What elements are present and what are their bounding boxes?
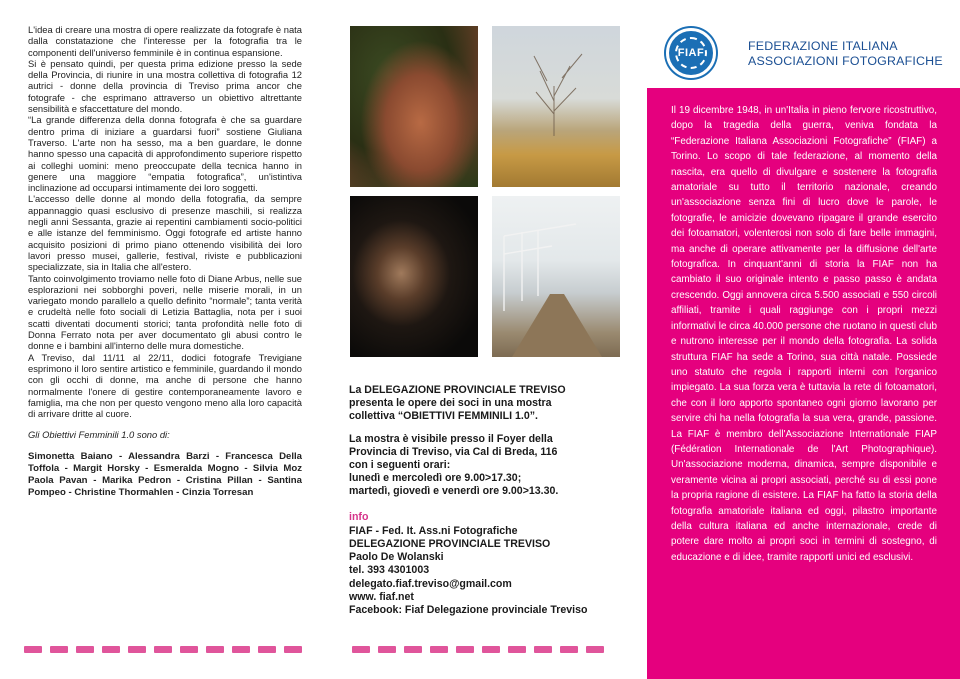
venue-line: La mostra è visibile presso il Foyer della	[349, 432, 553, 445]
photo-rock-texture	[350, 26, 478, 187]
photographers-paragraph: Tanto coinvolgimento troviamo nelle foto di Diane Arbus, nelle sue esplorazioni nei sobborghi poveri, nelle miserie morali, in un variegato mondo parallelo a quello definito “normale”; tanta verità e crudeltà nelle foto sociali di Letizia Battaglia, nota per i suoi scatti diventati documenti storici; tanta profondità nelle foto di Donna Ferrato nota per aver documentato gli abusi contro le donne e i bambini all'interno delle mura domestiche.	[28, 272, 302, 352]
left-text-column	[28, 24, 302, 500]
decorative-dots-middle	[352, 646, 604, 654]
venue-line: Provincia di Treviso, via Cal di Breda, 116	[349, 445, 558, 458]
credits-title: Gli Obiettivi Femminili 1.0 sono di:	[28, 429, 170, 441]
treviso-paragraph: A Treviso, dal 11/11 al 22/11, dodici fotografe Trevigiane esprimono il loro sentire artistico e femminile, guardando il mondo con gli occhi di donne, ma anche di persone che hanno normalmente l'onere di gestire contemporaneamente lavoro e famiglia, ma che non per questo vengono meno alla loro capacità di arrivare dritte al cuore.	[28, 351, 302, 420]
history-paragraph: L'accesso delle donne al mondo della fotografia, da sempre appannaggio quasi esclusivo di presenze maschili, si realizza negli anni Sessanta, grazie ai repentini cambiamenti socio-politici e alle istanze del femminismo. Oggi fotografe ed artiste hanno acquisito posizioni di primo piano ottenendo visibilità dei loro lavori presso musei, gallerie, festival, riviste e pubblicazioni specializzate, sia in Italia che all'estero.	[28, 193, 302, 273]
fiaf-org-name-line2: ASSOCIAZIONI FOTOGRAFICHE	[748, 54, 943, 68]
contact-delegation: DELEGAZIONE PROVINCIALE TREVISO	[349, 538, 551, 551]
fiaf-logo	[666, 28, 716, 78]
intro-paragraph: L'idea di creare una mostra di opere realizzate da fotografe è nata dalla constatazione che l'interesse per la fotografia tra le componenti dell'universo femminile è in continua espansione.	[28, 24, 302, 58]
info-label: info	[349, 510, 369, 523]
pier-icon	[492, 196, 620, 357]
hours-line: martedì, giovedì e venerdì ore 9.00>13.30.	[349, 485, 559, 498]
exhibition-info	[349, 384, 629, 617]
contact-org: FIAF - Fed. It. Ass.ni Fotografiche	[349, 524, 518, 537]
decorative-dots-left	[24, 646, 302, 654]
intro-line: presenta le opere dei soci in una mostra	[349, 397, 552, 410]
contact-phone: tel. 393 4301003	[349, 564, 430, 577]
photo-woman-portrait	[350, 196, 478, 357]
provincia-paragraph: Si è pensato quindi, per questa prima edizione presso la sede della Provincia, di riunire in una mostra collettiva di fotografia 12 autrici - donne della provincia di Treviso prima ancor che fotografe - che esprimano attraverso un obiettivo altrettante sensibilità e sfaccettature del mondo.	[28, 57, 302, 115]
credits-list: Simonetta Baiano - Alessandra Barzi - Francesca Della Toffola - Margit Horsky - Esmeralda Mogno - Silvia Moz Paola Pavan - Marika Pedron - Cristina Pillan - Santina Pompeo - Christine Thormahlen - Cinzia Torresan	[28, 450, 302, 499]
photo-lake-tree	[492, 26, 620, 187]
tree-icon	[492, 26, 620, 187]
intro-line: collettiva “OBIETTIVI FEMMINILI 1.0”.	[349, 410, 538, 423]
photo-pier	[492, 196, 620, 357]
venue-line: con i seguenti orari:	[349, 459, 451, 472]
contact-website: www. fiaf.net	[349, 590, 414, 603]
fiaf-org-name-line1: FEDERAZIONE ITALIANA	[748, 39, 898, 53]
hours-line: lunedì e mercoledì ore 9.00>17.30;	[349, 472, 522, 485]
fiaf-history-text: Il 19 dicembre 1948, in un'Italia in pieno fervore ricostruttivo, dopo la tragedia della guerra, veniva fondata la “Federazione Italiana Associazioni Fotografiche” (FIAF) a Torino. Lo scopo di tale federazione, al momento della nascita, era quello di divulgare e sostenere la fotografia amatoriale su tutto il territorio nazionale, creando un'associazione senza fini di lucro dove le parole, le fotografie, le amicizie dovevano ripagare il grande esercito dei fotoamatori, volenterosi non solo di fare belle immagini, ma anche di operare attivamente per la diffusione dell'arte fotografica. In cinquant'anni di storia la FIAF non ha cambiato il suo originale intento e passo passo è andata crescendo. Oggi annovera circa 5.500 associati e 550 circoli affiliati, tramite i quali raggiunge con i propri mezzi informativi le circa 40.000 persone che ruotano in questi club e nutrono interesse per il mondo della fotografia. La solida struttura FIAF ha sede a Torino, sua città natale. Possiede uno statuto che regola i rapporti interni con l'organico impiegato. La sua forza vera è tuttavia la rete di fotoamatori, che con il loro apporto spontaneo ogni giorno lavorano per servire chi ha nella fotografia la sua vera, grande, passione. La FIAF è membro dell'Associazione Internationale FIAP (Fédération Internationale de l'Art Photographique). Un'associazione moderna, dinamica, sempre disponibile e veramente vicina ai propri associati, perché su di essi pone la propria ragione di esistere. La FIAF ha fatto la storia della fotografia amatoriale italiana ed oggi, pilastro importante della cultura italiana ed anche internazionale, crede di potere dare molto ai propri soci in termini di sostegno, di educazione e di idee, tramite rapporti unici ed esclusivi.	[671, 105, 937, 563]
contact-email: delegato.fiaf.treviso@gmail.com	[349, 577, 512, 590]
intro-line: La DELEGAZIONE PROVINCIALE TREVISO	[349, 384, 566, 396]
fiaf-org-name	[748, 39, 948, 69]
contact-person: Paolo De Wolanski	[349, 551, 444, 564]
contact-facebook: Facebook: Fiaf Delegazione provinciale Treviso	[349, 604, 588, 617]
fiaf-logo-text: FIAF	[677, 47, 705, 59]
traverso-quote-paragraph: “La grande differenza della donna fotografa è che sa guardare dentro prima di iniziare a guardarsi fuori” sostiene Giuliana Traverso. L'arte non ha sesso, ma a ben guardare, le donne hanno spesso una capacità di approfondimento superiore rispetto ai colleghi uomini: meno preoccupate della tecnica hanno in genere una maggiore “empatia fotografica”, un'istintiva inclinazione ad occuparsi intimamente dei loro soggetti.	[28, 114, 302, 194]
